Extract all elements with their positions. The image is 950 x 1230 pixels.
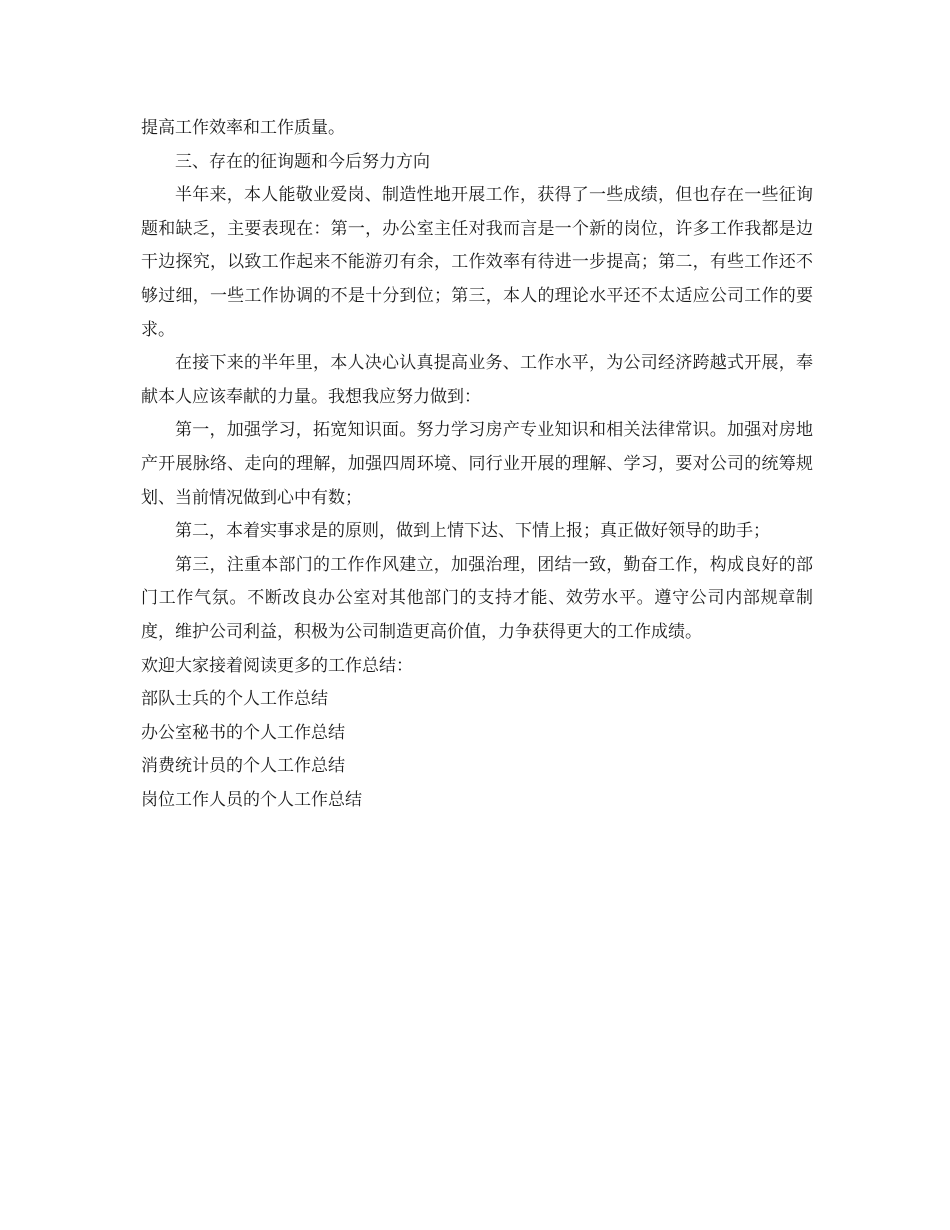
paragraph-plan-intro: 在接下来的半年里，本人决心认真提高业务、工作水平，为公司经济跨越式开展，奉献本人应该奉献的力量。我想我应努力做到： bbox=[141, 353, 813, 407]
related-link[interactable]: 消费统计员的个人工作总结 bbox=[141, 756, 345, 777]
opening-line: 提高工作效率和工作质量。 bbox=[141, 118, 345, 138]
related-link[interactable]: 部队士兵的个人工作总结 bbox=[141, 689, 328, 710]
paragraph-summary: 半年来，本人能敬业爱岗、制造性地开展工作，获得了一些成绩，但也存在一些征询题和缺乏，主要表现在：第一，办公室主任对我而言是一个新的岗位，许多工作我都是边干边探究，以致工作起来不能游刃有余，工作效率有待进一步提高；第二，有些工作还不够过细，一些工作协调的不是十分到位；第三，本人的理论水平还不太适应公司工作的要求。 bbox=[141, 185, 813, 340]
paragraph-plan-second: 第二，本着实事求是的原则，做到上情下达、下情上报；真正做好领导的助手； bbox=[175, 521, 770, 542]
section-heading: 三、存在的征询题和今后努力方向 bbox=[175, 151, 430, 172]
related-link[interactable]: 岗位工作人员的个人工作总结 bbox=[141, 789, 362, 810]
related-link[interactable]: 办公室秘书的个人工作总结 bbox=[141, 722, 345, 743]
more-reading-label: 欢迎大家接着阅读更多的工作总结： bbox=[141, 655, 413, 676]
paragraph-plan-third: 第三，注重本部门的工作作风建立，加强治理，团结一致，勤奋工作，构成良好的部门工作气氛。不断改良办公室对其他部门的支持才能、效劳水平。遵守公司内部规章制度，维护公司利益，积极为公司制造更高价值，力争获得更大的工作成绩。 bbox=[141, 554, 813, 642]
document-page bbox=[141, 112, 813, 817]
paragraph-plan-first: 第一，加强学习，拓宽知识面。努力学习房产专业知识和相关法律常识。加强对房地产开展脉络、走向的理解，加强四周环境、同行业开展的理解、学习，要对公司的统筹规划、当前情况做到心中有数； bbox=[141, 420, 813, 508]
